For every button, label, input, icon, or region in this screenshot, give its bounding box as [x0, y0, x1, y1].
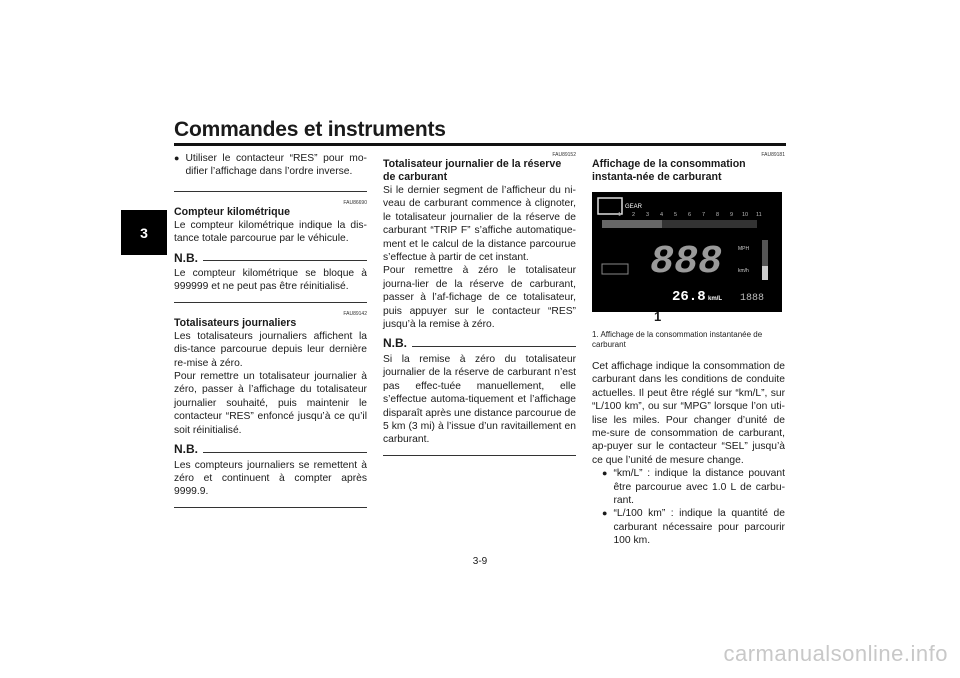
- note-header: N.B.: [174, 443, 367, 456]
- svg-text:11: 11: [756, 212, 762, 218]
- svg-text:km/h: km/h: [738, 268, 749, 274]
- section-body: Si le dernier segment de l’afficheur du ni-veau de carburant commence à clignoter, le totalisateur journalier de la réserve de carburant “TRIP F” s’affiche automatique-ment et le calcul de la distance parcourue s’effectue à partir de cet instant.: [383, 185, 576, 264]
- reference-code: FAU89152: [552, 152, 576, 158]
- odometer-readout: 1888: [740, 293, 765, 304]
- svg-text:10: 10: [742, 212, 749, 218]
- svg-text:4: 4: [660, 212, 664, 218]
- watermark: carmanualsonline.info: [723, 641, 948, 666]
- section-heading: Compteur kilométrique: [174, 205, 290, 218]
- instrument-cluster-illustration: [592, 192, 782, 312]
- bullet-icon: ●: [602, 508, 608, 519]
- svg-text:7: 7: [702, 212, 706, 218]
- reference-code: FAU89142: [343, 310, 367, 317]
- gear-label: GEAR: [625, 204, 643, 210]
- section-body: Cet affichage indique la consommation de carburant dans les conditions de conduite actuelles. Il peut être réglé sur “km/L”, sur “L/100 km”, ou sur “MPG” lorsque l’on uti-lise les miles. Pour changer d’unité de me-sure de consommation de carburant, ap-puyer sur le contacteur “SEL” jusqu’à ce que l’unité de mesure change.: [592, 361, 785, 466]
- section-divider: [174, 191, 367, 192]
- svg-text:6: 6: [688, 212, 692, 218]
- figure-caption: 1. Affichage de la consommation instantanée de carburant: [592, 330, 763, 349]
- column-1: [174, 152, 367, 516]
- note-header: N.B.: [174, 252, 367, 265]
- section-body: Le compteur kilométrique indique la dis-tance totale parcourue par le véhicule.: [174, 219, 367, 245]
- section-divider: [174, 302, 367, 303]
- chapter-tab: 3: [121, 210, 167, 255]
- bullet-item: ● “km/L” : indique la distance pouvant être parcourue avec 1.0 L de carbu-rant.: [602, 468, 785, 507]
- note-header: N.B.: [383, 337, 576, 350]
- section-divider: [174, 507, 367, 508]
- fuel-economy-readout: 26.8: [672, 289, 706, 305]
- bullet-item: ● Utiliser le contacteur “RES” pour mo-difier l’affichage dans l’ordre inverse.: [174, 153, 367, 178]
- svg-text:8: 8: [716, 212, 720, 218]
- section-body: Pour remettre à zéro le totalisateur journa-lier de la réserve de carburant, passer à l’af-fichage de ce totalisateur, puis appuyer sur le contacteur “RES” jusqu’à la remise à zéro.: [383, 265, 576, 331]
- reference-code: FAU86690: [343, 199, 367, 206]
- reference-code: FAU89181: [761, 152, 785, 158]
- section-heading: Totalisateur journalier de la réserve de carburant: [383, 158, 562, 183]
- bullet-item: ● “L/100 km” : indique la quantité de carburant nécessaire pour parcourir 100 km.: [602, 508, 785, 547]
- svg-text:5: 5: [674, 212, 678, 218]
- section-heading: Affichage de la consommation instanta-née de carburant: [592, 158, 746, 183]
- page-number: 3-9: [472, 556, 488, 567]
- tachometer-bars: [602, 220, 757, 228]
- section-heading: Totalisateurs journaliers: [174, 316, 297, 329]
- section-divider: [383, 455, 576, 456]
- bullet-icon: ●: [174, 153, 180, 163]
- header-rule: [174, 143, 786, 146]
- note-text: Le compteur kilométrique se bloque à 999999 et ne peut pas être réinitialisé.: [174, 268, 367, 293]
- svg-text:2: 2: [632, 212, 636, 218]
- svg-text:MPH: MPH: [738, 246, 750, 252]
- svg-text:3: 3: [646, 212, 650, 218]
- section-body: Les totalisateurs journaliers affichent la dis-tance parcourue depuis leur dernière re-mise à zéro. Pour remettre un totalisateur journalier à zéro, passer à l’affichage du totalisateur journalier souhaité, puis maintenir le contacteur “RES” enfoncé jusqu’à ce qu’il soit réinitialisé.: [174, 330, 367, 436]
- speed-readout: 888: [650, 240, 723, 285]
- svg-text:9: 9: [730, 212, 734, 218]
- column-2: [383, 152, 576, 464]
- page-title: Commandes et instruments: [174, 118, 446, 141]
- svg-text:km/L: km/L: [708, 296, 723, 302]
- note-text: Les compteurs journaliers se remettent à zéro et continuent à compter après 9999.9.: [174, 459, 367, 498]
- note-text: Si la remise à zéro du totalisateur journalier de la réserve de carburant n’est pas effec-tuée manuellement, elle s’effectue automa-tiquement et l’affichage disparaît après une distance parcourue de 5 km (3 mi) à l’issue d’un ravitaillement en carburant.: [383, 353, 576, 446]
- dashboard-display: [592, 192, 782, 312]
- callout-number: 1: [654, 309, 662, 324]
- bullet-icon: ●: [602, 468, 608, 479]
- svg-text:1: 1: [618, 212, 622, 218]
- column-3: [592, 152, 785, 548]
